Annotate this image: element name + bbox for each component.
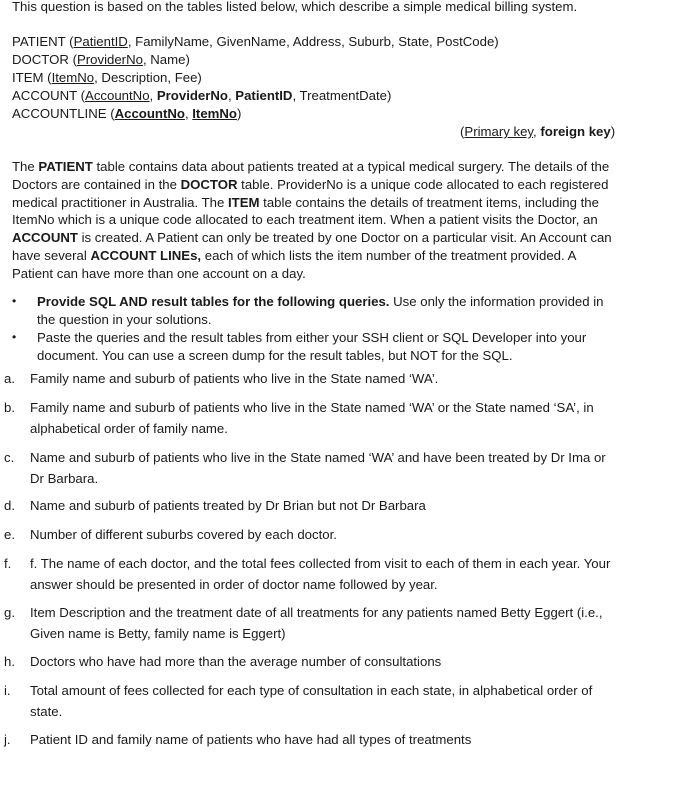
columns: , FamilyName, GivenName, Address, Suburb, State, PostCode) <box>127 34 499 49</box>
bullet-item <box>12 293 612 329</box>
bullet-rest: Use only the information provided in the question in your solutions. <box>37 294 604 327</box>
question-label: j. <box>4 732 11 747</box>
foreign-key: PatientID <box>235 88 293 103</box>
paren-close: ) <box>236 106 242 121</box>
table-name: PATIENT <box>12 34 66 49</box>
text: is created. A Patient can only be treated by one Doctor on a particular visit. An Account can have several <box>12 230 612 263</box>
bullet-icon: • <box>12 294 17 308</box>
primary-key: PatientID <box>73 34 128 49</box>
schema-accountline <box>12 105 241 123</box>
legend-open: ( <box>460 124 465 139</box>
question-text: Doctors who have had more than the average number of consultations <box>30 654 442 669</box>
text: table contains data about patients treated at a typical medical surgery. The details of the Doctors are contained in the <box>12 159 610 192</box>
legend-close: ) <box>610 124 616 139</box>
question-label: i. <box>4 683 11 698</box>
primary-foreign-key: ItemNo <box>192 106 237 121</box>
question-label: h. <box>4 654 15 669</box>
paren-open: ( <box>43 70 52 85</box>
question-text: Name and suburb of patients who live in the State named ‘WA’ and have been treated by Dr Ima or Dr Barbara. <box>30 450 606 486</box>
schema-account <box>12 87 391 105</box>
primary-foreign-key: AccountNo <box>114 106 185 121</box>
question-text: Total amount of fees collected for each type of consultation in each state, in alphabetical order of state. <box>30 683 593 719</box>
legend-primary-key: Primary key <box>464 124 534 139</box>
bold-term: DOCTOR <box>180 176 238 192</box>
question-label: d. <box>4 498 15 513</box>
table-name: ACCOUNT <box>12 88 77 103</box>
bold-term: ACCOUNT LINEs, <box>90 247 202 263</box>
question-label: g. <box>4 605 15 620</box>
paren-open: ( <box>76 88 86 103</box>
question-text: Name and suburb of patients treated by Dr Brian but not Dr Barbara <box>30 498 426 513</box>
question-label: e. <box>4 527 15 542</box>
bullet-bold: Provide SQL AND result tables for the following queries. <box>37 294 390 309</box>
schema-item <box>12 69 202 87</box>
separator: , <box>227 88 236 103</box>
paren-open: ( <box>65 34 74 49</box>
schema-patient <box>12 33 499 51</box>
text: each of which lists the item number of the treatment provided. A Patient can have more than one account on a day. <box>12 247 576 281</box>
bullet-rest: Paste the queries and the result tables from either your SSH client or SQL Developer into your document. You can use a screen dump for the result tables, but NOT for the SQL. <box>37 330 587 363</box>
columns: , TreatmentDate) <box>292 88 392 103</box>
text: table. ProviderNo is a unique code allocated to each registered medical practitioner in Australia. The <box>12 176 609 210</box>
question-text: f. The name of each doctor, and the total fees collected from visit to each of them in each year. Your answer should be presented in order of doctor name followed by year. <box>30 556 611 592</box>
primary-key: ProviderNo <box>76 52 143 67</box>
text: The <box>12 159 39 174</box>
question-text: Item Description and the treatment date of all treatments for any patients named Betty Eggert (i.e., Given name is Betty, family name is Eggert) <box>30 605 603 641</box>
bullet-text <box>37 293 612 328</box>
question-text: Family name and suburb of patients who live in the State named ‘WA’ or the State named ‘SA’, in alphabetical order of family name. <box>30 400 594 436</box>
schema-doctor <box>12 51 190 69</box>
bold-term: ACCOUNT <box>12 230 78 246</box>
paren-open: ( <box>106 106 115 121</box>
question-label: b. <box>4 400 15 415</box>
legend-separator: , <box>533 124 541 139</box>
question-text: Number of different suburbs covered by each doctor. <box>30 527 337 542</box>
intro-text: This question is based on the tables listed below, which describe a simple medical billing system. <box>12 0 578 14</box>
primary-key: AccountNo <box>85 88 150 103</box>
table-name: ITEM <box>12 70 44 85</box>
question-label: f. <box>4 556 12 571</box>
question-text: Patient ID and family name of patients who have had all types of treatments <box>30 732 472 747</box>
foreign-key: ProviderNo <box>156 88 228 103</box>
separator: , <box>184 106 193 121</box>
paren-open: ( <box>68 52 77 67</box>
question-label: a. <box>4 371 15 386</box>
table-name: DOCTOR <box>12 52 69 67</box>
bold-term: ITEM <box>228 194 260 210</box>
table-name: ACCOUNTLINE <box>12 106 107 121</box>
legend-foreign-key: foreign key <box>540 124 611 139</box>
primary-key: ItemNo <box>51 70 95 85</box>
key-legend <box>460 123 615 141</box>
bold-term: PATIENT <box>38 159 93 174</box>
separator: , <box>149 88 157 103</box>
text: table contains the details of treatment items, including the ItemNo which is a unique code allocated to each treatment item. When a patient visits the Doctor, an <box>12 194 599 228</box>
bullet-icon: • <box>12 330 17 344</box>
columns: , Name) <box>142 52 190 67</box>
columns: , Description, Fee) <box>94 70 202 85</box>
bullet-text <box>37 329 612 364</box>
description-paragraph <box>12 158 617 283</box>
question-text: Family name and suburb of patients who live in the State named ‘WA’. <box>30 371 439 386</box>
question-label: c. <box>4 450 15 465</box>
bullet-item <box>12 329 612 365</box>
